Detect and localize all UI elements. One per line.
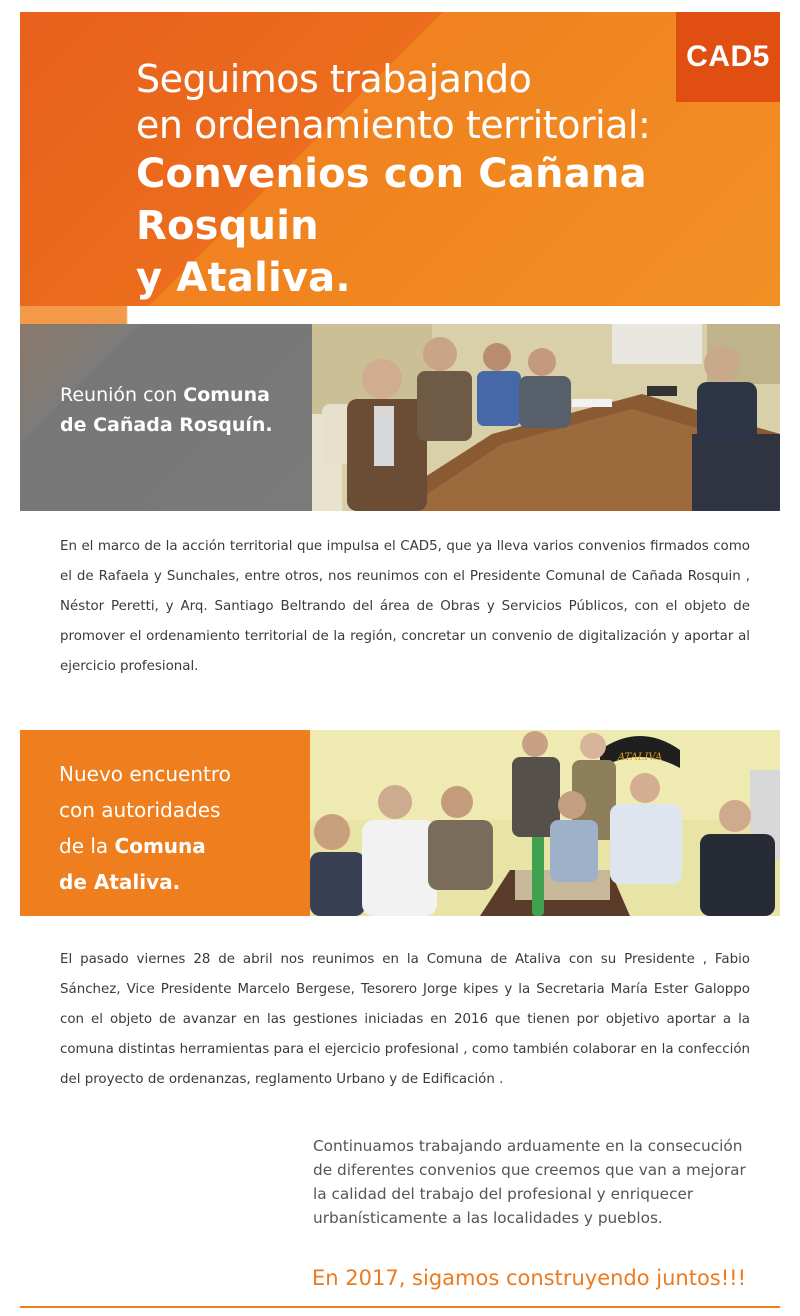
section2-caption-line3-light: de la: [59, 834, 115, 858]
meeting-photo-illustration: [312, 324, 780, 511]
section1-caption: [60, 380, 273, 440]
section2-meeting-photo: [310, 730, 780, 916]
section2-paragraph: El pasado viernes 28 de abril nos reunimos en la Comuna de Ataliva con su Presidente , Fabio Sánchez, Vice Presidente Marcelo Bergese, Tesorero Jorge kipes y la Secretaria María Ester Galoppo con el objeto de avanzar en las gestiones iniciadas en 2016 que tienen por objetivo aportar a la comuna distintas herramientas para el ejercicio profesional , como también colaborar en la confección del proyecto de ordenanzas, reglamento Urbano y de Edificación .: [60, 952, 750, 1087]
section1-paragraph: En el marco de la acción territorial que impulsa el CAD5, que ya lleva varios convenios firmados como el de Rafaela y Sunchales, entre otros, nos reunimos con el Presidente Comunal de Cañada Rosquin , Néstor Peretti, y Arq. Santiago Beltrando del área de Obras y Servicios Públicos, con el objeto de promover el ordenamiento territorial de la región, concretar un convenio de digitalización y aportar al ejercicio profesional.: [60, 539, 750, 674]
section2-caption-line3-bold: Comuna: [114, 834, 206, 858]
section2-caption-line4: de Ataliva.: [59, 870, 181, 894]
closing-text: [313, 1134, 753, 1230]
header-accent-strip: [20, 306, 780, 326]
page-title: [136, 56, 780, 304]
section1-caption-bold1: Comuna: [183, 384, 270, 406]
closing-line-2: de diferentes convenios que creemos que van a mejorar: [313, 1161, 746, 1179]
bottom-divider: [20, 1306, 780, 1308]
section2-caption: [59, 756, 231, 900]
section1-caption-light: Reunión con: [60, 384, 184, 406]
section1-caption-bold2: de Cañada Rosquín.: [60, 414, 273, 436]
closing-line-4: urbanísticamente a las localidades y pueblos.: [313, 1209, 663, 1227]
photo-banner-text: ATALIVA: [617, 752, 663, 763]
section2-caption-line2: con autoridades: [59, 798, 221, 822]
section2-caption-panel: [20, 730, 310, 916]
ataliva-photo-illustration: [310, 730, 780, 916]
title-line-3: Convenios con Cañana Rosquin: [136, 151, 647, 249]
section2-caption-line1: Nuevo encuentro: [59, 762, 231, 786]
header-banner: [20, 12, 780, 306]
closing-slogan: En 2017, sigamos construyendo juntos!!!: [312, 1266, 747, 1290]
section1-caption-panel: [20, 324, 312, 511]
closing-line-3: la calidad del trabajo del profesional y enriquecer: [313, 1185, 694, 1203]
title-line-1: Seguimos trabajando: [136, 57, 532, 101]
closing-line-1: Continuamos trabajando arduamente en la consecución: [313, 1137, 743, 1155]
title-line-2: en ordenamiento territorial:: [136, 103, 651, 147]
title-line-4: y Ataliva.: [136, 255, 351, 301]
section1-meeting-photo: [312, 324, 780, 511]
cad5-badge: CAD5: [676, 12, 780, 102]
